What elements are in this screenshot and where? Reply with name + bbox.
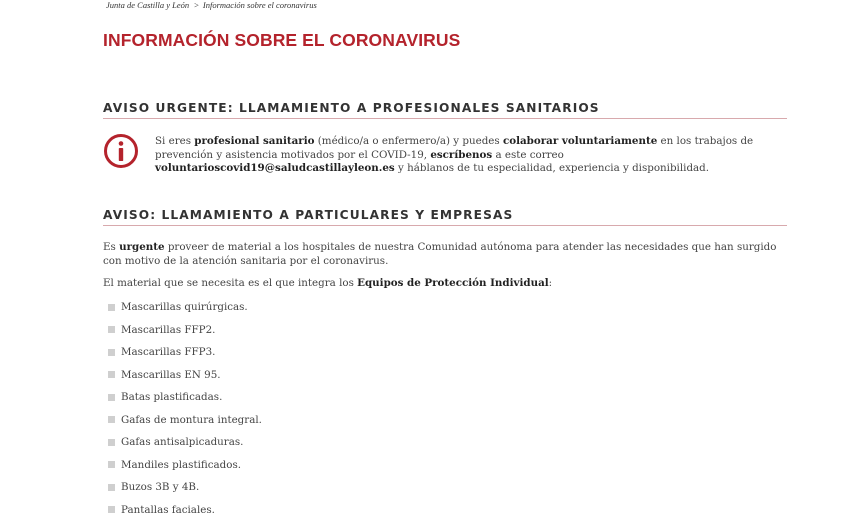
bullet-square-icon (108, 484, 115, 491)
bullet-square-icon (108, 349, 115, 356)
info-circle-icon (103, 133, 139, 169)
paragraph-text-part: El material que se necesita es el que integra los (103, 277, 358, 289)
list-item-label: Mascarillas FFP2. (121, 323, 216, 336)
bullet-square-icon (108, 304, 115, 311)
list-item-label: Pantallas faciales. (121, 503, 215, 516)
list-item-label: Mandiles plastificados. (121, 458, 242, 471)
paragraph-text-part: proveer de material a los hospitales de nuestra Comunidad autónoma para atender las necesidades que han surgido con motivo de la atención sanitaria por el coronavirus. (103, 241, 777, 267)
list-item-label: Gafas de montura integral. (121, 413, 262, 426)
bullet-square-icon (108, 439, 115, 446)
section-heading-call-to-individuals: AVISO: LLAMAMIENTO A PARTICULARES Y EMPRESAS (103, 208, 787, 226)
notice-text-part: Si eres (155, 135, 195, 147)
list-item-label: Gafas antisalpicaduras. (121, 436, 244, 449)
notice-text-part: (médico/a o enfermero/a) y puedes (314, 135, 503, 147)
urgent-supply-paragraph (103, 241, 787, 268)
bullet-square-icon (108, 506, 115, 513)
list-item-label: Mascarillas EN 95. (121, 368, 221, 381)
list-item-label: Buzos 3B y 4B. (121, 481, 200, 494)
breadcrumb-separator: > (194, 0, 199, 10)
list-item (108, 386, 262, 409)
volunteer-email: voluntarioscovid19@saludcastillayleon.es (155, 162, 395, 174)
page-title: INFORMACIÓN SOBRE EL CORONAVIRUS (103, 30, 461, 50)
list-item (108, 499, 262, 522)
paragraph-text-part: Es (103, 241, 120, 253)
list-item (108, 341, 262, 364)
paragraph-text-part: : (548, 277, 553, 289)
list-item-label: Batas plastificadas. (121, 391, 223, 404)
material-intro-paragraph (103, 277, 787, 291)
notice-text-part: y háblanos de tu especialidad, experiencia y disponibilidad. (394, 162, 710, 174)
notice-bold-part: escríbenos (430, 148, 493, 161)
notice-text-part: a este correo (492, 148, 564, 161)
bullet-square-icon (108, 371, 115, 378)
notice-text-part: en los trabajos de prevención y asistencia motivados por el COVID-19, (155, 135, 754, 161)
list-item (108, 296, 262, 319)
bullet-square-icon (108, 416, 115, 423)
notice-bold-part: colaborar voluntariamente (502, 135, 658, 147)
list-item-label: Mascarillas quirúrgicas. (121, 301, 248, 314)
section-heading-urgent-notice: AVISO URGENTE: LLAMAMIENTO A PROFESIONALES SANITARIOS (103, 101, 787, 119)
bullet-square-icon (108, 394, 115, 401)
breadcrumb-home-link[interactable]: Junta de Castilla y León (106, 0, 190, 10)
notice-bold-part: profesional sanitario (194, 135, 315, 147)
breadcrumb-current: Información sobre el coronavirus (202, 0, 317, 10)
list-item (108, 476, 262, 499)
list-item (108, 364, 262, 387)
list-item (108, 319, 262, 342)
list-item-label: Mascarillas FFP3. (121, 346, 216, 359)
paragraph-bold-part: Equipos de Protección Individual (357, 277, 549, 289)
list-item (108, 409, 262, 432)
urgent-notice-text (155, 135, 775, 176)
bullet-square-icon (108, 461, 115, 468)
bullet-square-icon (108, 326, 115, 333)
paragraph-bold-part: urgente (119, 241, 165, 253)
list-item (108, 454, 262, 477)
list-item (108, 431, 262, 454)
breadcrumb (106, 0, 317, 11)
equipment-list (108, 296, 262, 521)
